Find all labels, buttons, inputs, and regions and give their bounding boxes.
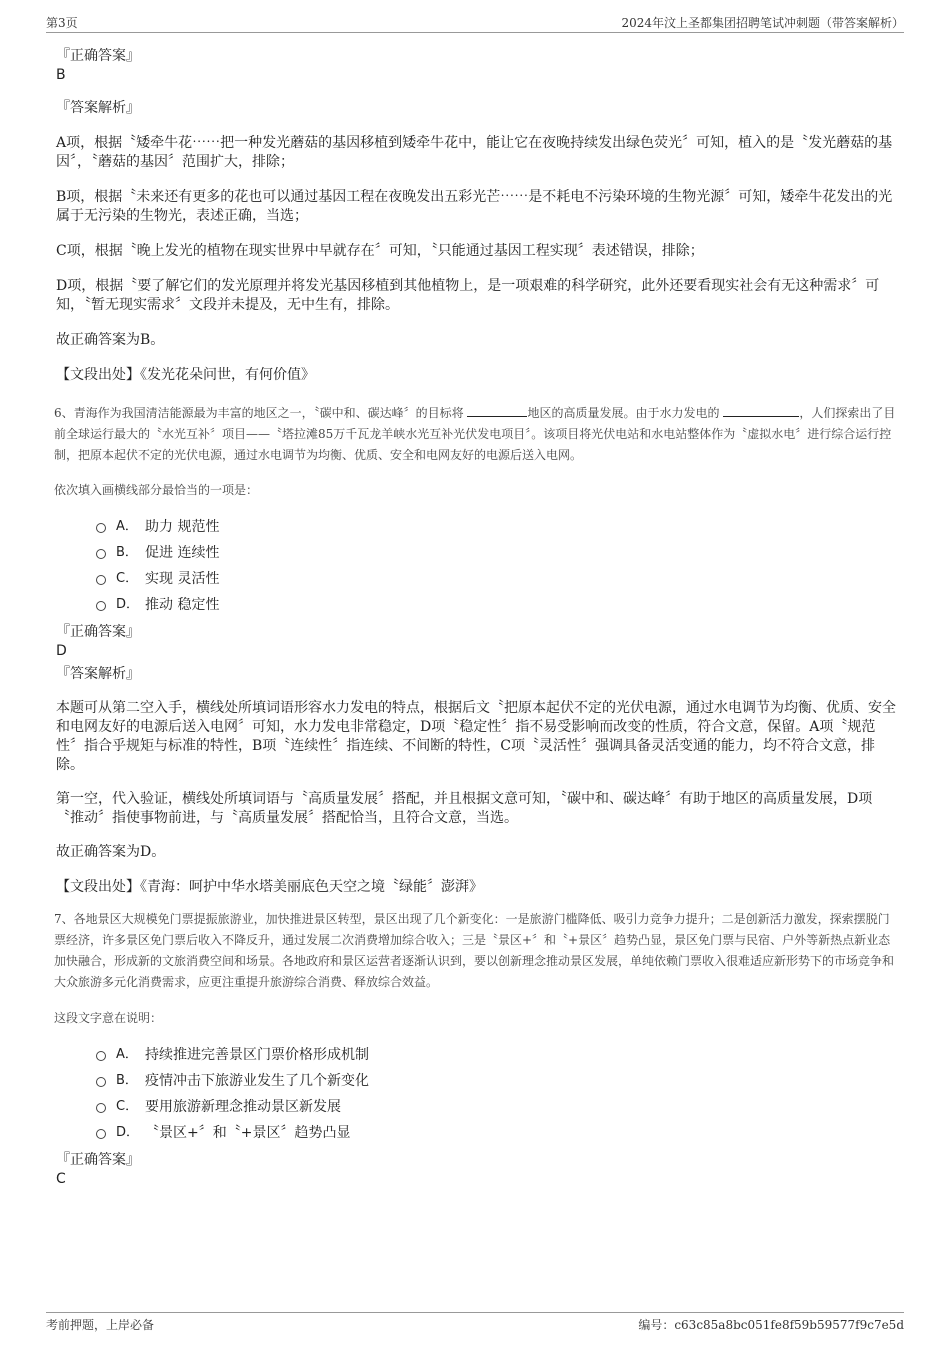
correct-answer-label: 『正确答案』 [56, 1152, 140, 1168]
option-text: 要用旅游新理念推动景区新发展 [145, 1099, 341, 1115]
question-6-text [54, 403, 896, 466]
option-c[interactable] [56, 566, 896, 592]
source-label: 【文段出处】 [56, 367, 140, 383]
option-text: 持续推进完善景区门票价格形成机制 [145, 1047, 369, 1063]
option-text: 助力 规范性 [145, 519, 220, 535]
source-line [56, 366, 896, 385]
option-d[interactable] [56, 592, 896, 618]
option-text: 推动 稳定性 [145, 597, 220, 613]
option-b[interactable] [56, 540, 896, 566]
fill-blank-1 [467, 404, 527, 417]
option-d[interactable] [56, 1120, 896, 1146]
question-7-prompt: 这段文字意在说明： [54, 1011, 163, 1025]
option-letter: C． [116, 1099, 139, 1114]
source-title: 《青海：呵护中华水塔美丽底色天空之境〝绿能〞澎湃》 [140, 879, 483, 895]
page-header [46, 14, 904, 33]
option-a[interactable] [56, 1042, 896, 1068]
analysis-conclusion: 故正确答案为D。 [56, 844, 166, 860]
page-number: 第3页 [46, 16, 78, 30]
analysis-paragraph: D项，根据〝要了解它们的发光原理并将发光基因移植到其他植物上，是一项艰难的科学研究，此外还要看现实社会有无这种需求〞可知，〝暂无现实需求〞文段并未提及，无中生有，排除。 [56, 278, 880, 313]
option-text: 实现 灵活性 [145, 571, 220, 587]
option-letter: C． [116, 571, 139, 586]
radio-button[interactable] [96, 523, 106, 533]
question-6-options [56, 514, 896, 618]
radio-button[interactable] [96, 549, 106, 559]
radio-button[interactable] [96, 1103, 106, 1113]
question-7-text: 7、各地景区大规模免门票提振旅游业，加快推进景区转型，景区出现了几个新变化：一是旅游门槛降低、吸引力竞争力提升；二是创新活力激发，探索摆脱门票经济，许多景区免门票后收入不降反升，通过发展二次消费增加综合收入；三是〝景区+〞和〝+景区〞趋势凸显，景区免门票与民宿、户外等新热点新业态加快融合，形成新的文旅消费空间和场景。各地政府和景区运营者逐渐认识到，要以创新理念推动景区发展，单纯依赖门票收入很难适应新形势下的市场竞争和大众旅游多元化消费需求，应更注重提升旅游综合消费、释放综合效益。 [54, 912, 895, 989]
option-letter: A． [116, 519, 138, 534]
question-7-options [56, 1042, 896, 1146]
analysis-paragraph: 第一空，代入验证，横线处所填词语与〝高质量发展〞搭配，并且根据文意可知，〝碳中和、碳达峰〞有助于地区的高质量发展，D项〝推动〞指使事物前进，与〝高质量发展〞搭配恰当，且符合文意，当选。 [56, 791, 873, 826]
question-6-part2: 地区的高质量发展。由于水力发电的 [527, 406, 720, 420]
fill-blank-2 [723, 404, 799, 417]
option-letter: D． [116, 1125, 140, 1140]
correct-answer-value: B [56, 67, 66, 83]
question-6-part1: 6、青海作为我国清洁能源最为丰富的地区之一，〝碳中和、碳达峰〞的目标将 [54, 406, 464, 420]
option-letter: B． [116, 1073, 138, 1088]
analysis-paragraph: C项，根据〝晚上发光的植物在现实世界中早就存在〞可知，〝只能通过基因工程实现〞表述错误，排除； [56, 243, 704, 259]
analysis-paragraph: A项，根据〝矮牵牛花⋯⋯把一种发光蘑菇的基因移植到矮牵牛花中，能让它在夜晚持续发出绿色荧光〞可知，植入的是〝发光蘑菇的基因〞，〝蘑菇的基因〞范围扩大，排除； [56, 135, 893, 170]
correct-answer-label: 『正确答案』 [56, 48, 140, 64]
option-letter: B． [116, 545, 138, 560]
radio-button[interactable] [96, 575, 106, 585]
option-a[interactable] [56, 514, 896, 540]
question-6-prompt: 依次填入画横线部分最恰当的一项是： [54, 483, 259, 497]
footer-slogan: 考前押题，上岸必备 [46, 1318, 155, 1332]
radio-button[interactable] [96, 1129, 106, 1139]
option-c[interactable] [56, 1094, 896, 1120]
analysis-label: 『答案解析』 [56, 100, 140, 116]
option-text: 促进 连续性 [145, 545, 220, 561]
source-label: 【文段出处】 [56, 879, 140, 895]
question-6-part3: ，人们探索出了目前全球运行最大的〝水光互补〞项目——〝塔拉滩85万千瓦龙羊峡水光互补光伏发电项目〞。该项目将光伏电站和水电站整体作为〝虚拟水电〞进行综合运行控制，把原本起伏不定的光伏电源，通过水电调节为均衡、优质、安全和电网友好的电源后送入电网。 [54, 406, 896, 462]
radio-button[interactable] [96, 601, 106, 611]
radio-button[interactable] [96, 1077, 106, 1087]
page-footer [46, 1312, 904, 1333]
document-serial: 编号：c63c85a8bc051fe8f59b59577f9c7e5d [638, 1318, 904, 1332]
option-letter: A． [116, 1047, 138, 1062]
document-title: 2024年汶上圣都集团招聘笔试冲刺题（带答案解析） [621, 16, 904, 30]
analysis-conclusion: 故正确答案为B。 [56, 332, 165, 348]
radio-button[interactable] [96, 1051, 106, 1061]
correct-answer-value: C [56, 1171, 66, 1187]
analysis-paragraph: 本题可从第二空入手，横线处所填词语形容水力发电的特点，根据后文〝把原本起伏不定的光伏电源，通过水电调节为均衡、优质、安全和电网友好的电源后送入电网〞可知，水力发电非常稳定，D项〝稳定性〞指不易受影响而改变的性质，符合文意，保留。A项〝规范性〞指合乎规矩与标准的特性，B项〝连续性〞指连续、不间断的特性，C项〝灵活性〞强调具备灵活变通的能力，均不符合文意，排除。 [56, 700, 896, 773]
correct-answer-value: D [56, 643, 67, 659]
option-text: 疫情冲击下旅游业发生了几个新变化 [145, 1073, 369, 1089]
source-line [56, 878, 896, 897]
analysis-label: 『答案解析』 [56, 666, 140, 682]
option-b[interactable] [56, 1068, 896, 1094]
source-title: 《发光花朵问世，有何价值》 [140, 367, 315, 383]
document-body [56, 46, 896, 1188]
option-letter: D． [116, 597, 140, 612]
analysis-paragraph: B项，根据〝未来还有更多的花也可以通过基因工程在夜晚发出五彩光芒⋯⋯是不耗电不污染环境的生物光源〞可知，矮牵牛花发出的光属于无污染的生物光，表述正确，当选； [56, 189, 893, 224]
option-text: 〝景区+〞和〝+景区〞趋势凸显 [145, 1125, 351, 1141]
correct-answer-label: 『正确答案』 [56, 624, 140, 640]
